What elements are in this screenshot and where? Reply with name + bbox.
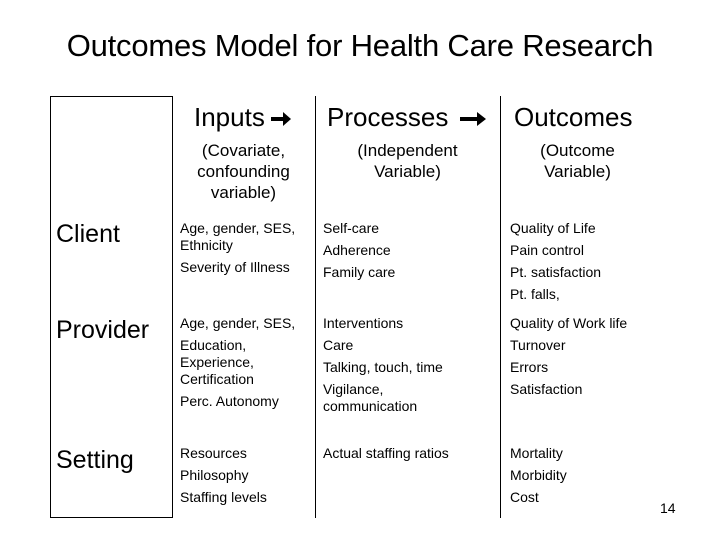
cell-line: Family care [323,264,396,280]
cell-line: Care [323,337,354,353]
cell-line: Mortality [510,445,563,461]
subheader-line: (Independent [357,141,458,160]
subheader-line: confounding [197,162,290,181]
cell-line: Severity of Illness [180,259,290,275]
subheader-line: Variable) [374,162,441,181]
cell-line: Quality of Work life [510,315,628,331]
page-number: 14 [660,500,676,516]
row-label-setting: Setting [56,446,134,474]
cell-line: Age, gender, SES, Ethnicity [180,220,296,253]
cell-line: Quality of Life [510,220,596,236]
cell-line: Interventions [323,315,404,331]
cell-line: Staffing levels [180,489,267,505]
cell-line: Pt. falls, [510,286,560,302]
header-label: Processes [327,102,449,132]
cell-line: Errors [510,359,549,375]
column-subheader-outcomes [500,140,655,182]
subheader-line: (Outcome [540,141,615,160]
cell-line: Philosophy [180,467,249,483]
column-header-processes [327,102,486,133]
cell-setting-inputs [180,445,310,511]
cell-line: Turnover [510,337,566,353]
cell-client-inputs [180,220,310,281]
right-arrow-icon [271,112,291,126]
cell-line: Perc. Autonomy [180,393,279,409]
table-border-top [50,96,172,97]
column-header-inputs [194,102,291,133]
subheader-line: (Covariate, [201,141,286,160]
cell-provider-outcomes [510,315,670,403]
cell-line: Cost [510,489,539,505]
cell-line: Talking, touch, time [323,359,443,375]
table-border-bottom [50,517,172,518]
cell-line: Education, Experience, Certification [180,337,254,387]
header-label: Inputs [194,102,265,132]
cell-line: Satisfaction [510,381,583,397]
cell-line: Adherence [323,242,391,258]
cell-client-outcomes [510,220,670,308]
row-label-client: Client [56,220,120,248]
subheader-line: variable) [210,183,277,202]
column-subheader-inputs [172,140,315,203]
cell-line: Pt. satisfaction [510,264,602,280]
cell-line: Pain control [510,242,584,258]
subheader-line: Variable) [544,162,611,181]
cell-setting-outcomes [510,445,650,511]
column-subheader-processes [315,140,500,182]
cell-line: Resources [180,445,247,461]
table-border-left [50,96,51,518]
right-arrow-icon [460,112,486,126]
page-title: Outcomes Model for Health Care Research [66,28,654,63]
cell-provider-processes [323,315,493,420]
row-label-provider: Provider [56,316,150,344]
cell-line: Vigilance, communication [323,381,418,414]
cell-line: Actual staffing ratios [323,445,449,461]
column-header-outcomes [514,102,633,133]
cell-client-processes [323,220,493,286]
cell-setting-processes [323,445,493,467]
cell-provider-inputs [180,315,308,415]
cell-line: Self-care [323,220,380,236]
cell-line: Morbidity [510,467,567,483]
header-label: Outcomes [514,102,633,132]
cell-line: Age, gender, SES, [180,315,296,331]
